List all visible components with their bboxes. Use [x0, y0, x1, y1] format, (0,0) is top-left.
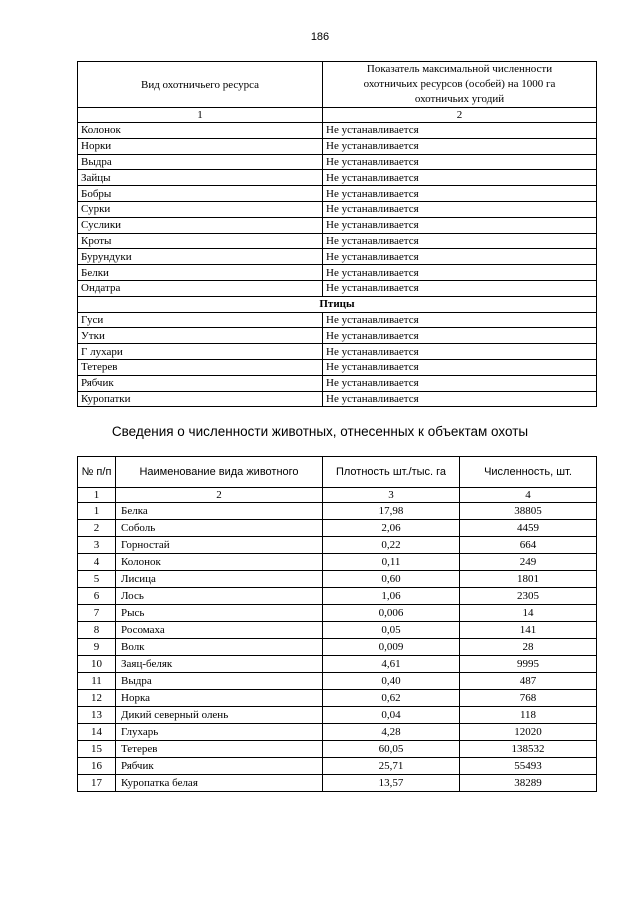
table-row [78, 359, 597, 375]
animal-population-table [77, 456, 597, 792]
animal-name: Рябчик [116, 758, 323, 775]
max-population-value: Не устанавливается [323, 138, 597, 154]
max-population-value: Не устанавливается [323, 154, 597, 170]
table-row [78, 656, 597, 673]
animal-name: Соболь [116, 520, 323, 537]
max-population-value: Не устанавливается [323, 249, 597, 265]
column-number: 3 [323, 488, 460, 503]
max-population-value: Не устанавливается [323, 280, 597, 296]
density-value: 0,22 [323, 537, 460, 554]
table-row [78, 741, 597, 758]
table-row [78, 775, 597, 792]
count-value: 487 [460, 673, 597, 690]
count-value: 4459 [460, 520, 597, 537]
count-value: 768 [460, 690, 597, 707]
animal-name: Лисица [116, 571, 323, 588]
density-value: 0,62 [323, 690, 460, 707]
resource-name: Г лухари [78, 344, 323, 360]
density-value: 0,60 [323, 571, 460, 588]
table-row [78, 217, 597, 233]
row-number: 3 [78, 537, 116, 554]
table-row [78, 249, 597, 265]
density-value: 60,05 [323, 741, 460, 758]
table-row [78, 391, 597, 407]
resource-name: Гуси [78, 312, 323, 328]
count-value: 118 [460, 707, 597, 724]
density-value: 0,05 [323, 622, 460, 639]
max-population-value: Не устанавливается [323, 344, 597, 360]
section-title: Птицы [78, 296, 597, 312]
table-row [78, 503, 597, 520]
count-value: 141 [460, 622, 597, 639]
table-row [78, 690, 597, 707]
table-row [78, 170, 597, 186]
resource-name: Норки [78, 138, 323, 154]
table-row [78, 605, 597, 622]
row-number: 5 [78, 571, 116, 588]
count-value: 38805 [460, 503, 597, 520]
table-row [78, 537, 597, 554]
max-population-value: Не устанавливается [323, 123, 597, 139]
animal-name: Рысь [116, 605, 323, 622]
table-row [78, 639, 597, 656]
table-row [78, 312, 597, 328]
max-population-value: Не устанавливается [323, 328, 597, 344]
density-value: 0,04 [323, 707, 460, 724]
resource-name: Рябчик [78, 375, 323, 391]
column-header-count: Численность, шт. [460, 457, 597, 488]
animal-name: Глухарь [116, 724, 323, 741]
table-row [78, 707, 597, 724]
row-number: 1 [78, 503, 116, 520]
density-value: 1,06 [323, 588, 460, 605]
resource-name: Суслики [78, 217, 323, 233]
resource-name: Ондатра [78, 280, 323, 296]
count-value: 28 [460, 639, 597, 656]
resource-name: Кроты [78, 233, 323, 249]
count-value: 664 [460, 537, 597, 554]
column-number: 1 [78, 488, 116, 503]
resource-name: Тетерев [78, 359, 323, 375]
row-number: 15 [78, 741, 116, 758]
row-number: 7 [78, 605, 116, 622]
column-numbers-row [78, 488, 597, 503]
table-header-row [78, 457, 597, 488]
density-value: 13,57 [323, 775, 460, 792]
animal-name: Волк [116, 639, 323, 656]
row-number: 6 [78, 588, 116, 605]
row-number: 9 [78, 639, 116, 656]
table-row [78, 280, 597, 296]
count-value: 9995 [460, 656, 597, 673]
animal-name: Белка [116, 503, 323, 520]
max-population-value: Не устанавливается [323, 217, 597, 233]
column-number: 2 [116, 488, 323, 503]
resource-name: Бобры [78, 186, 323, 202]
table-row [78, 123, 597, 139]
animal-name: Дикий северный олень [116, 707, 323, 724]
animal-name: Норка [116, 690, 323, 707]
density-value: 0,009 [323, 639, 460, 656]
resource-name: Зайцы [78, 170, 323, 186]
animal-name: Куропатка белая [116, 775, 323, 792]
table-row [78, 375, 597, 391]
max-population-value: Не устанавливается [323, 233, 597, 249]
max-population-value: Не устанавливается [323, 170, 597, 186]
column-numbers-row [78, 108, 597, 123]
count-value: 1801 [460, 571, 597, 588]
resource-name: Куропатки [78, 391, 323, 407]
resource-name: Выдра [78, 154, 323, 170]
max-population-value: Не устанавливается [323, 186, 597, 202]
table-row [78, 588, 597, 605]
table-row [78, 265, 597, 281]
column-number: 1 [78, 108, 323, 123]
count-value: 14 [460, 605, 597, 622]
hunting-resources-limit-table [77, 61, 597, 407]
max-population-value: Не устанавливается [323, 375, 597, 391]
max-population-value: Не устанавливается [323, 359, 597, 375]
density-value: 0,006 [323, 605, 460, 622]
row-number: 13 [78, 707, 116, 724]
animal-name: Росомаха [116, 622, 323, 639]
table-row [78, 758, 597, 775]
table-row [78, 201, 597, 217]
resource-name: Утки [78, 328, 323, 344]
table-row [78, 328, 597, 344]
table-row [78, 344, 597, 360]
column-number: 2 [323, 108, 597, 123]
animal-name: Заяц-беляк [116, 656, 323, 673]
count-value: 55493 [460, 758, 597, 775]
resource-name: Белки [78, 265, 323, 281]
density-value: 0,11 [323, 554, 460, 571]
page-number: 186 [310, 31, 330, 43]
row-number: 14 [78, 724, 116, 741]
resource-name: Колонок [78, 123, 323, 139]
table-row [78, 186, 597, 202]
table-row [78, 520, 597, 537]
table-row [78, 571, 597, 588]
animal-name: Лось [116, 588, 323, 605]
row-number: 12 [78, 690, 116, 707]
density-value: 4,28 [323, 724, 460, 741]
row-number: 2 [78, 520, 116, 537]
table-row [78, 138, 597, 154]
max-population-value: Не устанавливается [323, 201, 597, 217]
density-value: 25,71 [323, 758, 460, 775]
animal-name: Колонок [116, 554, 323, 571]
row-number: 17 [78, 775, 116, 792]
resource-name: Бурундуки [78, 249, 323, 265]
animal-name: Тетерев [116, 741, 323, 758]
row-number: 8 [78, 622, 116, 639]
max-population-value: Не устанавливается [323, 391, 597, 407]
table-row [78, 154, 597, 170]
max-population-value: Не устанавливается [323, 312, 597, 328]
column-number: 4 [460, 488, 597, 503]
animal-name: Выдра [116, 673, 323, 690]
density-value: 2,06 [323, 520, 460, 537]
row-number: 11 [78, 673, 116, 690]
row-number: 10 [78, 656, 116, 673]
table-row [78, 233, 597, 249]
column-header-animal-name: Наименование вида животного [116, 457, 323, 488]
column-header-resource-type: Вид охотничьего ресурса [78, 62, 323, 108]
table-row [78, 622, 597, 639]
column-header-number: № п/п [78, 457, 116, 488]
section-row-birds [78, 296, 597, 312]
density-value: 17,98 [323, 503, 460, 520]
table-row [78, 724, 597, 741]
density-value: 4,61 [323, 656, 460, 673]
animal-name: Горностай [116, 537, 323, 554]
count-value: 249 [460, 554, 597, 571]
count-value: 2305 [460, 588, 597, 605]
row-number: 16 [78, 758, 116, 775]
table-row [78, 554, 597, 571]
column-header-max-population: Показатель максимальной численности охотничьих ресурсов (особей) на 1000 га охотничьих угодий [323, 62, 597, 108]
table-row [78, 673, 597, 690]
section-caption: Сведения о численности животных, отнесенных к объектам охоты [111, 424, 529, 439]
count-value: 138532 [460, 741, 597, 758]
column-header-density: Плотность шт./тыс. га [323, 457, 460, 488]
density-value: 0,40 [323, 673, 460, 690]
count-value: 12020 [460, 724, 597, 741]
max-population-value: Не устанавливается [323, 265, 597, 281]
row-number: 4 [78, 554, 116, 571]
resource-name: Сурки [78, 201, 323, 217]
table-header-row [78, 62, 597, 108]
count-value: 38289 [460, 775, 597, 792]
